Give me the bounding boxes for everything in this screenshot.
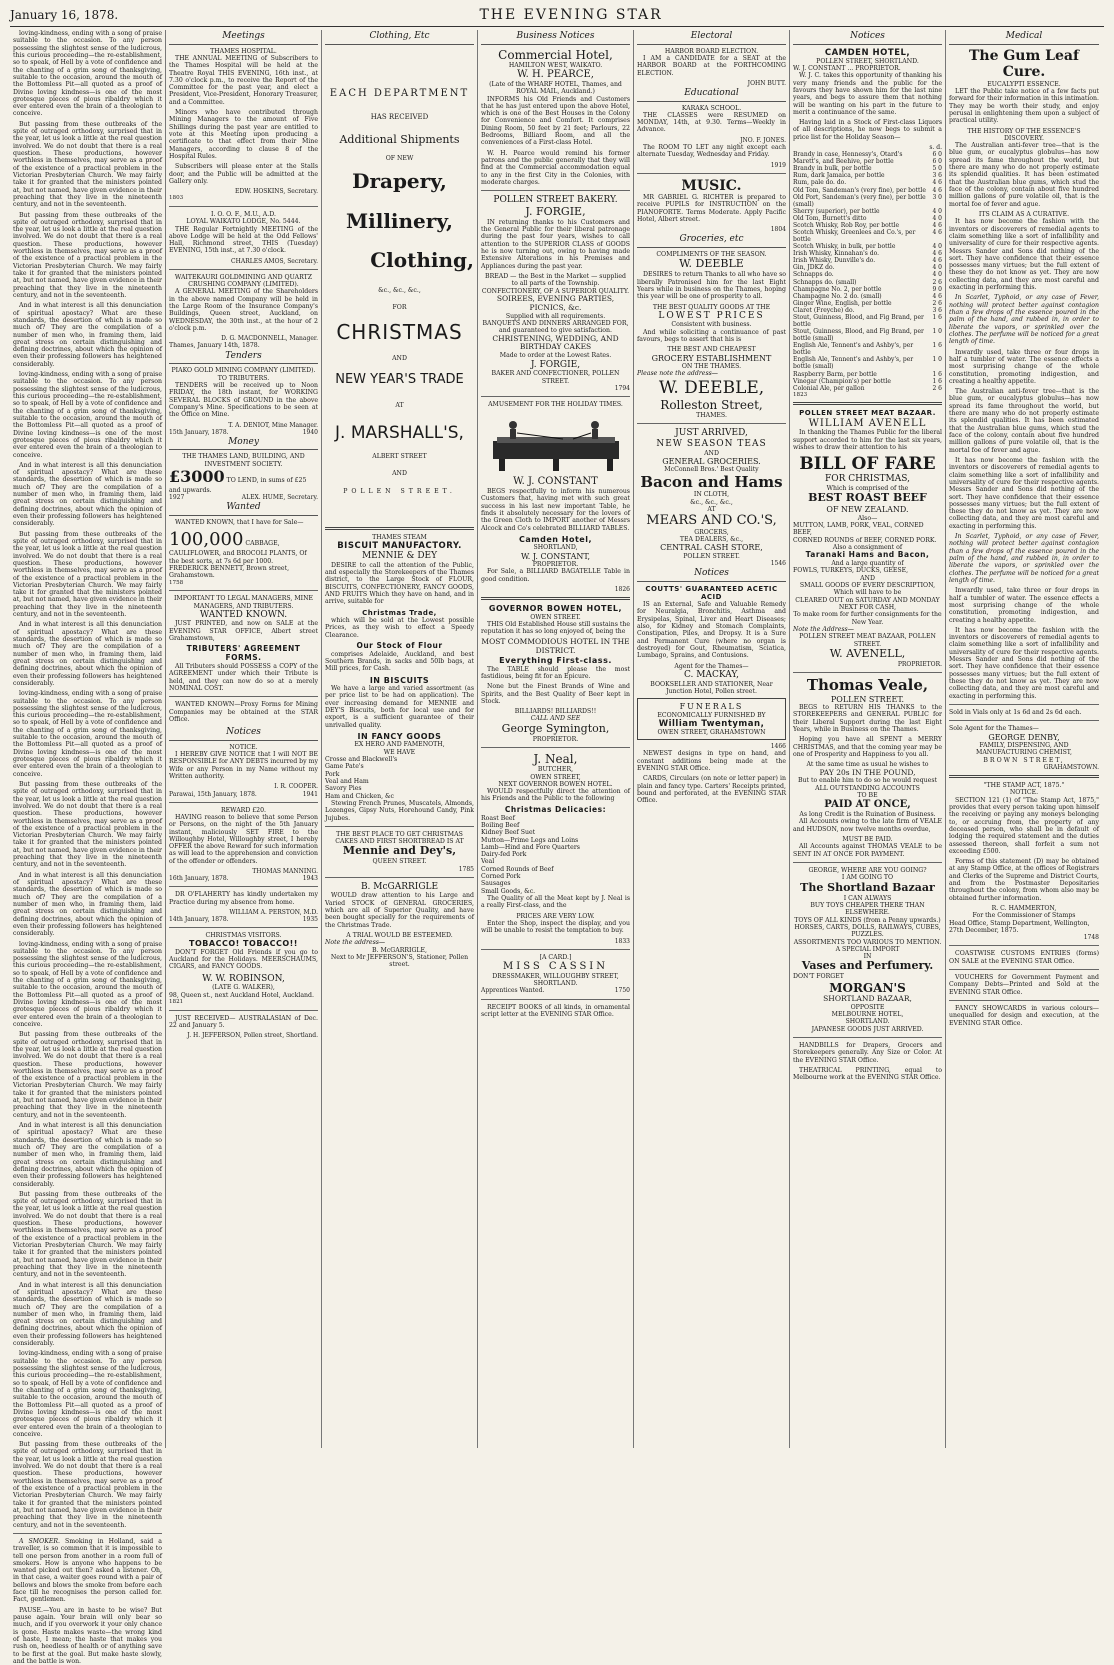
price-item: Champagne No. 2 do. (small) xyxy=(793,292,882,300)
price-item: Sherry (superior), per bottle xyxy=(793,207,880,215)
hospital-title: THAMES HOSPITAL. xyxy=(210,47,277,55)
editorial-text-2g: But passing from these outbreaks of the spite of outraged orthodoxy, surprised that in the year, let us look a little at the real question involved. We do not doubt that there is a real question. These productions, however worthless in themselves, may serve as a proof of the existence of a practical problem in the Victorian Presbyterian Church. We may fairly take it for granted that the ministers pointed at, but not named, have given evidence in their preaching that they live in the nineteenth century, and not in the seventeenth. xyxy=(13,1441,162,1529)
section-medical: Medical xyxy=(949,30,1099,45)
column-clothing: Clothing, Etc EACH DEPARTMENT HAS RECEIVED Additional Shipments OF NEW Drapery, Millinery, Clothing, &c., &c., &c., FOR CHRISTMAS AND NEW YEAR'S TRADE AT J. MARSHALL'S, ALBERT STREET AND POLLEN STREET. THAMES STEAM BISCUIT MANUFACTORY. MENNIE & DEY DESIRE to call the attention of the Public, and especially the Storekeepers of the Thames district, to the Large Stock of FLOUR, BISCUITS, CONFECTIONERY, FANCY GOODS, AND FRUITS Which they have on hand, and in arrive, suitable for Christmas Trade, which will be sold at the Lowest possible Prices, as they wish to effect a Speedy Clearance. Our Stock of Flour comprises Adelaide, Auckland, and best Southern Brands, in sacks and 50lb bags, at Mill prices, for Cash. IN BISCUITS We have a large and varied assortment (as per price list to be had on application). The ever increasing demand for MENNIE and DEY'S Biscuits, both for local use and for export, is a sufficient guarantee of their unrivalled quality. IN FANCY GOODS EX HERO AND FAMENOTH, WE HAVE Crosse and Blackwell's Game Pate's Pork Veal and Ham Savory Pies Ham and Chicken, &c Stewing French Prunes, Muscatels, Almonds, Lozenges, Gipsy Nuts, Horehound Candy, Pink Jujubes. THE BEST PLACE TO GET CHRISTMAS CAKES AND FIRST SHORTBREAD IS AT Mennie and Dey's, QUEEN STREET. 1785 B. McGARRIGLE WOULD draw attention to his Large and Varied STOCK of GENERAL GROCERIES, which are all of Superior Quality, and have been bought specially for the requirements of the Christmas Trade. A TRIAL WOULD BE ESTEEMED. Note the address— B. McGARRIGLE, Next to Mr JEFFERSON'S, Stationer, Pollen street. xyxy=(322,30,478,1448)
price-value: 4 0 xyxy=(932,243,942,251)
price-row xyxy=(793,165,942,172)
column-notices: Notices CAMDEN HOTEL, POLLEN STREET, SHORTLAND. W. J. CONSTANT ... PROPRIETOR. W. J. C. takes this opportunity of thanking his very many friends and the public for the favours they have shown him for the last nine years, and begs to assure them that nothing will be wanting on his part in the future to merit a continuance of the same. Having laid in a Stock of First-class Liquors of all descriptions, he now begs to submit a price list for the Holiday Season— s. d. Brandy in case, Hennessy's, Otard's 6 0 Marett's, and Beehive, per bottle 6 0 Brandy in bulk, per bottle 5 0 Rum, dark Jamaica, per bottle 3 6 Rum, pale do. do. 4 6 Old Tom, Sandeman's (very fine), per bottle 4 6 Old Port, Sandeman's (very fine), per bottle (small) 3 0 Sherry (superior), per bottle 4 0 Old Tom, Burnett's ditto 4 0 Scotch Whisky, Rob Roy, per bottle 4 6 Scotch Whisky, Greenlees and Co.'s, per bottle 4 6 Scotch Whisky, in bulk, per bottle 4 0 Irish Whisky, Kinnahan's do. 4 6 Irish Whisky, Dunville's do. 4 6 Gin, JDKZ do. 4 0 Schnapps do. 4 0 Schnapps do. (small) 2 6 Champagne No. 2, per bottle 9 0 Champagne No. 2 do. (small) 4 6 Ginger Wine, English, per bottle 2 6 Claret (Freyche) do. 3 6 Stout, Guinness, Blood, and Fig Brand, per bottle 1 6 Stout, Guinness, Blood, and Fig Brand, per bottle (small) 1 0 English Ale, Tennent's and Ashby's, per bottle 1 6 English Ale, Tennent's and Ashby's, per bottle (small) 1 0 Raspberry Barm, per bottle 1 6 Vinegar (Champion's) per bottle 1 6 Colonial Ale, per gallon 2 6 1823 POLLEN STREET MEAT BAZAAR. WILLIAM AVENELL In thanking the Thames Public for the liberal support accorded to him for the last six years, wishes to draw their attention to his BILL OF FARE FOR CHRISTMAS, Which is comprised of the BEST ROAST BEEF OF NEW ZEALAND. Also— MUTTON, LAMB, PORK, VEAL, CORNED BEEF, CORNED ROUNDS of BEEF, CORNED PORK. Also a consignment of Taranaki Hams and Bacon, And a large quantity of FOWLS, TURKEYS, DUCKS, GEESE, AND SMALL GOODS OF EVERY DESCRIPTION, Which will have to be CLEARED OUT on SATURDAY AND MONDAY NEXT FOR CASH, To make room for further consignments for the New Year. Note the Address— POLLEN STREET MEAT BAZAAR, POLLEN STREET. W. AVENELL, PROPRIETOR. Thomas Veale, POLLEN STREET. BEGS to RETURN HIS THANKS to the STOREKEEPERS and GENERAL PUBLIC for their Liberal Support during the last Eight Years, while in Business on the Thames. Hoping you have all SPENT a MERRY CHRISTMAS, and that the coming year may be one of Prosperity and Happiness to you all. At the same time as usual he wishes to PAY 20s IN THE POUND, But to enable him to do so he would request ALL OUTSTANDING ACCOUNTS TO BE PAID AT ONCE, As long Credit is the Ruination of Business. All Accounts owing to the late firm of VEALE and HUDSON, now twelve months overdue, MUST BE PAID. All Accounts against THOMAS VEALE to be SENT IN AT ONCE FOR PAYMENT. GEORGE, WHERE ARE YOU GOING? I AM GOING TO The Shortland Bazaar I CAN ALWAYS BUY TOYS CHEAPER THERE THAN ELSEWHERE. TOYS OF ALL KINDS (from a Penny upwards.) HORSES, CARTS, DOLLS, RAILWAYS, CUBES, PUZZLES. ASSORTMENTS TOO VARIOUS TO MENTION. A SPECIAL IMPORT IN Vases and Perfumery. DON'T FORGET MORGAN'S SHORTLAND BAZAAR, OPPOSITE MELBOURNE HOTEL, SHORTLAND. JAPANESE GOODS JUST ARRIVED. HANDBILLS for Drapers, Grocers and Storekeepers generally. Any Size or Color. At the EVENING STAR Office. THEATRICAL PRINTING, equal to Melbourne work at the EVENING STAR Office. xyxy=(790,30,946,1448)
price-row xyxy=(793,314,942,328)
price-value: 4 0 xyxy=(932,271,942,279)
price-item: Brandy in case, Hennessy's, Otard's xyxy=(793,151,903,159)
editorial-text-2c: But passing from these outbreaks of the spite of outraged orthodoxy, surprised that in the year, let us look a little at the real question involved. We do not doubt that there is a real question. These productions, however worthless in themselves, may serve as a proof of the existence of a practical problem in the Victorian Presbyterian Church. We may fairly take it for granted that the ministers pointed at, but not named, have given evidence in their preaching that they live in the nineteenth century, and not in the seventeenth. xyxy=(13,530,162,619)
price-row xyxy=(793,378,942,385)
section-notices-2: Notices xyxy=(169,726,318,741)
section-money: Money xyxy=(169,436,318,451)
price-item: English Ale, Tennent's and Ashby's, per bottle xyxy=(793,342,914,357)
price-value: 1 0 xyxy=(932,356,942,364)
editorial-text-3f: And in what interest is all this denunciation of spiritual apostacy? What are these standards, the desertion of which is made so much of? They are the compilation of a number of men who, in framing them, laid great stress on certain distinguishing and defining doctrines, about which the opinion of even their professing followers has heightened considerably. xyxy=(13,1281,162,1348)
editorial-text-1: loving-kindness, ending with a song of praise suitable to the occasion. To any person possessing the slightest sense of the ludicrous, this curious proceeding—the re-establishment, so to speak, of Hell by a vote of confidence and the chanting of a grim song of thanksgiving, suitable to the occasion, around the mouth of the Bottomless Pit—all quoted as a proof of Divine loving kindness—is one of the most grotesque pieces of pious ribaldry which it ever entered even the brain of a theologian to conceive. xyxy=(13,30,162,118)
price-item: Irish Whisky, Dunville's do. xyxy=(793,257,876,265)
editorial-text-3: And in what interest is all this denunciation of spiritual apostacy? What are these standards, the desertion of which is made so much of? They are the compilation of a number of men who, in framing them, laid great stress on certain distinguishing and defining doctrines, about which the opinion of even their professing followers has heightened considerably. xyxy=(13,302,162,368)
price-item: Brandy in bulk, per bottle xyxy=(793,165,872,173)
editorial-text-3e: And in what interest is all this denunciation of spiritual apostacy? What are these standards, the desertion of which is made so much of? They are the compilation of a number of men who, in framing them, laid great stress on certain distinguishing and defining doctrines, about which the opinion of even their professing followers has heightened considerably. xyxy=(13,1122,162,1188)
price-item: Raspberry Barm, per bottle xyxy=(793,370,877,378)
price-row xyxy=(793,208,942,215)
price-item: Stout, Guinness, Blood, and Fig Brand, per bottle xyxy=(793,313,924,329)
price-value: 4 6 xyxy=(932,186,942,194)
price-value: 6 0 xyxy=(932,151,942,159)
column-electoral: Electoral HARBOR BOARD ELECTION. I AM a CANDIDATE for a SEAT at the HARBOR BOARD at the FORTHCOMING ELECTION. JOHN BUTT. Educational KARAKA SCHOOL. THE CLASSES were RESUMED on MONDAY, 14th, at 9.30. Terms—Weekly in Advance. JNO. F. JONES. The ROOM TO LET any night except each alternate Tuesday, Wednesday and Friday. 1919 MUSIC. MR GABRIEL G. RICHTER is prepared to receive PUPILS for INSTRUCTION on the PIANOFORTE. Terms Moderate. Apply Pacific Hotel, Albert street. 1804 Groceries, etc COMPLIMENTS OF THE SEASON. W. DEEBLE DESIRES to return Thanks to all who have so liberally Patronised him for the last Eight Years while in business on the Thames, hoping this year will be one of prosperity to all. THE BEST QUALITY GOODS AT THE LOWEST PRICES Consistent with business. And while soliciting a continuance of past favours, begs to assert that his is THE BEST AND CHEAPEST GROCERY ESTABLISHMENT ON THE THAMES. Please note the address— W. DEEBLE, Rolleston Street, THAMES. JUST ARRIVED, NEW SEASON TEAS AND GENERAL GROCERIES. McConnell Bros.' Best Quality Bacon and Hams IN CLOTH, &c., &c., &c., AT MEARS AND CO.'S, GROCERS, TEA DEALERS, &c., CENTRAL CASH STORE, POLLEN STREET. 1546 Notices COUTTS' GUARANTEED ACETIC ACID IS an External, Safe and Valuable Remedy for Neuralgia, Bronchitis, Asthma and Erysipelas, Spinal, Liver and Heart Diseases; also, for Kidney and Stomach Complaints, Constipation, Piles, and Dropsy. It is a Sure and Permanent Cure (where no organ is destroyed) for Gout, Rheumatism, Sciatica, Lumbago, Sprains, and Contusions. Agent for the Thames— C. MACKAY, BOOKSELLER AND STATIONER, Near Junction Hotel, Pollen street. FUNERALS ECONOMICALLY FURNISHED BY William Twentyman, OWEN STREET, GRAHAMSTOWN 1466 NEWEST designs in type on hand, and constant additions being made at the EVENING STAR Office. CARDS, Circulars (on note or letter paper) in plain and fancy type. Carters' Receipts printed, bound and perforated, at the EVENING STAR Office. xyxy=(634,30,790,1448)
price-value: 2 6 xyxy=(932,384,942,392)
price-row xyxy=(793,356,942,370)
editorial-text-3b: And in what interest is all this denunciation of spiritual apostacy? What are these standards, the desertion of which is made so much of? They are the compilation of a number of men who, in framing them, laid great stress on certain distinguishing and defining doctrines, about which the opinion of even their professing followers has heightened considerably. xyxy=(13,461,162,528)
column-meetings: Meetings THAMES HOSPITAL. THE ANNUAL MEETING of Subscribers to the Thames Hospital will be held at the Theatre Royal THIS EVENING, 16th inst., at 7.30 o'clock p.m., to receive the Report of the Committee for the past year, and elect a President, Vice-President, Honorary Treasurer, and a Committee. Minors who have contributed through Mining Managers to the amount of Five Shillings during the past year are entitled to vote at this Meeting upon producing a certificate to that effect from their Mine Managers, according to clause 8 of the Hospital Rules. Subscribers will please enter at the Stalls door, and the Public will be admitted at the Gallery only. EDW. HOSKINS, Secretary. 1803 I. O. O. F., M.U., A.D. LOYAL WAIKATO LODGE, No. 5444. THE Regular Fortnightly MEETING of the above Lodge will be held at the Odd Fellows' Hall, Richmond street, THIS (Tuesday) EVENING, 15th inst., at 7.30 o'clock. CHARLES AMOS, Secretary. WAITEKAURI GOLDMINING AND QUARTZ CRUSHING COMPANY (LIMITED). A GENERAL MEETING of the Shareholders in the above named Company will be held in the Large Room of the Insurance Company's Buildings, Queen street, Auckland, on WEDNESDAY, the 30th inst., at the hour of 2 o'clock p.m. D. G. MACDONNELL, Manager. Thames, January 14th, 1878. Tenders PIAKO GOLD MINING COMPANY (LIMITED). TO TRIBUTERS. TENDERS will be received up to Noon FRIDAY, the 18th instant, for WORKING SEVERAL BLOCKS of GROUND in the above Company's Mine. Specifications to be seen at the Office on Mine. T. A. DENIOT, Mine Manager. 15th January, 1878. 1940 Money THE THAMES LAND, BUILDING, AND INVESTMENT SOCIETY. £3000 TO LEND, in sums of £25 and upwards. 1927 ALEX. HUME, Secretary. Wanted WANTED KNOWN, that I have for Sale— 100,000 CABBAGE, CAULIFLOWER, and BROCOLI PLANTS, Of the best sorts, at 7s 6d per 1000. FREDERICK BENNETT, Brown street, Grahamstown. 1758 IMPORTANT TO LEGAL MANAGERS, MINE MANAGERS, AND TRIBUTERS. WANTED KNOWN. JUST PRINTED, and now on SALE at the EVENING STAR OFFICE, Albert street Grahamstown, TRIBUTERS' AGREEMENT FORMS. All Tributers should POSSESS a COPY of the AGREEMENT under which their Tribute is held, and they can now do so at a merely NOMINAL COST. WANTED KNOWN—Proxy Forms for Mining Companies may be obtained at the STAR Office. Notices NOTICE. I HEREBY GIVE NOTICE that I will NOT BE RESPONSIBLE for ANY DEBTS incurred by my Wife or any Person in my Name without my Written authority. I. R. COOPER. Parawai, 15th January, 1878. 1941 REWARD £20. HAVING reason to believe that some Person or Persons, on the night of the 5th January instant, maliciously SET FIRE to the Willoughby Hotel, Willoughby street, I hereby OFFER the above Reward for such information as will lead to the apprehension and conviction of the offender or offenders. THOMAS MANNING. 16th January, 1878. 1943 DR O'FLAHERTY has kindly undertaken my Practice during my absence from home. WILLIAM A. PERSTON, M.D. 14th January, 1878. 1935 CHRISTMAS VISITORS. TOBACCO! TOBACCO!! DON'T FORGET Old Friends if you go to Auckland for the Holidays. MEERSCHAUMS, CIGARS, and FANCY GOODS. W. W. ROBINSON, (LATE G. WALKER), 98, Queen st., next Auckland Hotel, Auckland. 1821 JUST RECEIVED— AUSTRALASIAN of Dec. 22 and January 5. J. H. JEFFERSON, Pollen street, Shortland. xyxy=(166,30,322,1448)
price-row xyxy=(793,222,942,229)
editorial-text-2e: But passing from these outbreaks of the spite of outraged orthodoxy, surprised that in the year, let us look a little at the real question involved. We do not doubt that there is a real question. These productions, however worthless in themselves, may serve as a proof of the existence of a practical problem in the Victorian Presbyterian Church. We may fairly take it for granted that the ministers pointed at, but not named, have given evidence in their preaching that they live in the nineteenth century, and not in the seventeenth. xyxy=(13,1031,162,1119)
section-wanted: Wanted xyxy=(169,501,318,516)
price-item: Irish Whisky, Kinnahan's do. xyxy=(793,250,879,258)
section-notices-main: Notices xyxy=(793,30,942,45)
price-row xyxy=(793,307,942,314)
price-row xyxy=(793,328,942,342)
editorial-text-1b: loving-kindness, ending with a song of praise suitable to the occasion. To any person possessing the slightest sense of the ludicrous, this curious proceeding—the re-establishment, so to speak, of Hell by a vote of confidence and the chanting of a grim song of thanksgiving, suitable to the occasion, around the mouth of the Bottomless Pit—all quoted as a proof of Divine loving kindness—is one of the most grotesque pieces of pious ribaldry which it ever entered even the brain of a theologian to conceive. xyxy=(13,371,162,459)
price-item: Old Port, Sandeman's (very fine), per bottle (small) xyxy=(793,193,926,208)
editorial-text-1d: loving-kindness, ending with a song of praise suitable to the occasion. To any person possessing the slightest sense of the ludicrous, this curious proceeding—the re-establishment, so to speak, of Hell by a vote of confidence and the chanting of a grim song of thanksgiving, suitable to the occasion, around the mouth of the Bottomless Pit—all quoted as a proof of Divine loving kindness—is one of the most grotesque pieces of pious ribaldry which it ever entered even the brain of a theologian to conceive. xyxy=(13,940,162,1028)
price-value: 1 0 xyxy=(932,328,942,336)
liquor-price-list xyxy=(793,151,942,392)
price-row xyxy=(793,158,942,165)
price-item: Ginger Wine, English, per bottle xyxy=(793,299,892,307)
editorial-text-3d: And in what interest is all this denunciation of spiritual apostacy? What are these standards, the desertion of which is made so much of? They are the compilation of a number of men who, in framing them, laid great stress on certain distinguishing and defining doctrines, about which the opinion of even their professing followers has heightened considerably. xyxy=(13,871,162,938)
price-row xyxy=(793,286,942,293)
price-row xyxy=(793,172,942,179)
price-row xyxy=(793,342,942,356)
price-value: 3 6 xyxy=(932,306,942,314)
price-item: English Ale, Tennent's and Ashby's, per bottle (small) xyxy=(793,356,914,371)
funerals-box: FUNERALS ECONOMICALLY FURNISHED BY William Twentyman, OWEN STREET, GRAHAMSTOWN xyxy=(637,698,786,740)
editorial-text-2: But passing from these outbreaks of the spite of outraged orthodoxy, surprised that in the year, let us look a little at the real question involved. We do not doubt that there is a real question. These productions, however worthless in themselves, may serve as a proof of the existence of a practical problem in the Victorian Presbyterian Church. We may fairly take it for granted that the ministers pointed at, but not named, have given evidence in their preaching that they live in the nineteenth century, and not in the seventeenth. xyxy=(13,120,162,209)
price-value: 4 0 xyxy=(932,264,942,272)
price-item: Scotch Whisky, in bulk, per bottle xyxy=(793,243,896,251)
price-value: 2 6 xyxy=(932,278,942,286)
editorial-text-2d: But passing from these outbreaks of the spite of outraged orthodoxy, surprised that in the year, let us look a little at the real question involved. We do not doubt that there is a real question. These productions, however worthless in themselves, may serve as a proof of the existence of a practical problem in the Victorian Presbyterian Church. We may fairly take it for granted that the ministers pointed at, but not named, have given evidence in their preaching that they live in the nineteenth century, and not in the seventeenth. xyxy=(13,780,162,869)
smoker-title: A SMOKER. xyxy=(19,1537,60,1545)
price-item: Rum, pale do. do. xyxy=(793,179,847,187)
price-row xyxy=(793,293,942,300)
editorial-text-1e: loving-kindness, ending with a song of praise suitable to the occasion. To any person possessing the slightest sense of the ludicrous, this curious proceeding—the re-establishment, so to speak, of Hell by a vote of confidence and the chanting of a grim song of thanksgiving, suitable to the occasion, around the mouth of the Bottomless Pit—all quoted as a proof of Divine loving kindness—is one of the most grotesque pieces of pious ribaldry which it ever entered even the brain of a theologian to conceive. xyxy=(13,1350,162,1438)
price-item: Stout, Guinness, Blood, and Fig Brand, per bottle (small) xyxy=(793,328,924,343)
price-item: Scotch Whisky, Greenlees and Co.'s, per bottle xyxy=(793,229,916,244)
price-value: 5 0 xyxy=(932,165,942,173)
columns xyxy=(10,30,1104,1665)
price-row xyxy=(793,385,942,392)
price-item: Claret (Freyche) do. xyxy=(793,306,855,314)
column-medical: Medical The Gum Leaf Cure. EUCALYPTI ESSENCE. LET the Public take notice of a few facts put forward for their information in this intimation. They may be worth their study, and enjoy perusal in enlightening them upon a subject of practical utility. THE HISTORY OF THE ESSENCE'S DISCOVERY. The Australian anti-fever tree—that is the blue gum, or eucalyptus globulus—has now spread its fame throughout the world, but there are many who do not properly estimate its splendid qualities. It has been estimated that the Australian blue gums, which stud the face of the colony, contain about five hundred million gallons of pure volatile oil, that is the mortal foe of fever and ague. ITS CLAIM AS A CURATIVE. It has now become the fashion with the inventors or discoverers of remedial agents to claim something like a sort of infallibility and universality of cure for their respective agents. Messrs Sander and Sons did nothing of the sort. They have confidence that their essence possesses many virtues; but the full extent of these they do not know as yet. They are now collecting data, and they are most careful and exacting in performing this. In Scarlet, Typhoid, or any case of Fever, nothing will protect better against contagion than a few drops of the essence poured in the palm of the hand, and rubbed in, in order to liberate the vapors, or sprinkled over the clothes. The perfume will be noticed for a great length of time. Inwardly used, take three or four drops in half a tumbler of water. The essence effects a most surprising change of the whole constitution, promoting indigestion, and creating a healthy appetite. The Australian anti-fever tree—that is the blue gum, or eucalyptus globulus—has now spread its fame throughout the world, but there are many who do not properly estimate its splendid qualities. It has been estimated that the Australian blue gums, which stud the face of the colony, contain about five hundred million gallons of pure volatile oil, that is the mortal foe of fever and ague. It has now become the fashion with the inventors or discoverers of remedial agents to claim something like a sort of infallibility and universality of cure for their respective agents. Messrs Sander and Sons did nothing of the sort. They have confidence that their essence possesses many virtues; but the full extent of these they do not know as yet. They are now collecting data, and they are most careful and exacting in performing this. In Scarlet, Typhoid, or any case of Fever, nothing will protect better against contagion than a few drops of the essence poured in the palm of the hand, and rubbed in, in order to liberate the vapors, or sprinkled over the clothes. The perfume will be noticed for a great length of time. Inwardly used, take three or four drops in half a tumbler of water. The essence effects a most surprising change of the whole constitution, promoting indigestion, and creating a healthy appetite. It has now become the fashion with the inventors or discoverers of remedial agents to claim something like a sort of infallibility and universality of cure for their respective agents. Messrs Sander and Sons did nothing of the sort. They have confidence that their essence possesses many virtues; but the full extent of these they do not know as yet. They are now collecting data, and they are most careful and exacting in performing this. Sold in Vials only at 1s 6d and 2s 6d each. Sole Agent for the Thames— GEORGE DENBY, FAMILY, DISPENSING, AND MANUFACTURING CHEMIST, BROWN STREET, GRAHAMSTOWN. "THE STAMP ACT, 1875." NOTICE. SECTION 121 (1) of "The Stamp Act, 1875," provides that every person taking upon himself the receiving or paying any moneys belonging to, or accruing from, the property of any deceased person, who shall be in default of lodging the required statement and the duties assessed thereon, shall forfeit a sum not exceeding £500. Forms of this statement (D) may be obtained at any Stamp Office, at the offices of Registrars and Clerks of the Supreme and District Courts, and from the Postmaster Depositaries throughout the colony, from whom also may be obtained further information. R. C. HAMMERTON, For the Commissioner of Stamps Head Office, Stamp Department, Wellington, 27th December, 1875. 1748 COASTWISE CUSTOMS ENTRIES (forms) ON SALE at the EVENING STAR Office. VOUCHERS for Government Payment and Company Debts—Printed and Sold at the EVENING STAR Office. FANCY SHOWCARDS in various colours—unequalled for design and execution, at the EVENING STAR Office. xyxy=(949,31,1099,1027)
price-row xyxy=(793,371,942,378)
price-item: Scotch Whisky, Rob Roy, per bottle xyxy=(793,221,900,229)
pause-text: PAUSE.—You are in haste to be wise? But pause again. Your brain will only bear so much, and if you overwork it your only chance is gone. Haste makes waste—the wrong kind of haste, I mean; the haste that makes you rush on, heedless of health or of anything save to be first at the goal. But make haste slowly, and the battle is won. xyxy=(13,1606,162,1665)
price-value: 1 6 xyxy=(932,342,942,350)
section-business: Business Notices xyxy=(481,30,630,45)
column-editorial xyxy=(10,30,166,1665)
price-value: 4 6 xyxy=(932,179,942,187)
price-row xyxy=(793,271,942,278)
price-row xyxy=(793,300,942,307)
price-row xyxy=(793,229,942,243)
price-row xyxy=(793,151,942,158)
price-row xyxy=(793,264,942,271)
price-item: Vinegar (Champion's) per bottle xyxy=(793,377,891,385)
price-row xyxy=(793,257,942,264)
price-value: 1 6 xyxy=(932,370,942,378)
masthead xyxy=(10,4,1104,27)
billiard-table-illustration xyxy=(483,411,629,473)
section-tenders: Tenders xyxy=(169,350,318,365)
price-value: 4 0 xyxy=(932,214,942,222)
price-value: 4 6 xyxy=(932,250,942,258)
editorial-text-1c: loving-kindness, ending with a song of praise suitable to the occasion. To any person possessing the slightest sense of the ludicrous, this curious proceeding—the re-establishment, so to speak, of Hell by a vote of confidence and the chanting of a grim song of thanksgiving, suitable to the occasion, around the mouth of the Bottomless Pit—all quoted as a proof of Divine loving kindness—is one of the most grotesque pieces of pious ribaldry which it ever entered even the brain of a theologian to conceive. xyxy=(13,690,162,778)
price-row xyxy=(793,243,942,250)
price-item: Gin, JDKZ do. xyxy=(793,264,835,272)
price-item: Colonial Ale, per gallon xyxy=(793,384,865,392)
smoker-text: Smoking in Holland, said a traveller, is so common that it is impossible to tell one person from another in a room full of smokers. How is anyone who happens to be wanted picked out then? asked a listener. Oh, in that case, a waiter goes round with a pair of bellows and blows the smoke from before each face till he recognises the person called for. Fact, gentlemen. xyxy=(13,1537,162,1604)
price-item: Rum, dark Jamaica, per bottle xyxy=(793,172,885,180)
price-value: 4 6 xyxy=(932,257,942,265)
price-item: Champagne No. 2, per bottle xyxy=(793,285,882,293)
price-value: 4 0 xyxy=(932,207,942,215)
price-value: 2 6 xyxy=(932,299,942,307)
price-row xyxy=(793,187,942,194)
price-value: 9 0 xyxy=(932,285,942,293)
price-value: 1 6 xyxy=(932,377,942,385)
section-groceries: Groceries, etc xyxy=(637,233,786,248)
price-value: 3 6 xyxy=(932,172,942,180)
issue-date: January 16, 1878. xyxy=(10,8,119,22)
price-item: Old Tom, Sandeman's (very fine), per bottle xyxy=(793,186,926,194)
column-business: Business Notices Commercial Hotel, HAMILTON WEST, WAIKATO. W. H. PEARCE, (Late of the WHARF HOTEL, Thames, and ROYAL MAIL, Auckland.) INFORMS his Old Friends and Customers that he has just entered upon the above Hotel, which is one of the Best Houses in the Colony for Convenience and Comfort. It comprises Dining Room, 50 feet by 21 feet; Parlours, 22 Bedrooms, Billiard Room, and all the conveniences of a First-class Hotel. W. H. Pearce would remind his former patrons and the public generally that they will find at the Commercial accommodation equal to any in the first City in the Colonies, with moderate charges. POLLEN STREET BAKERY. J. FORGIE, IN returning thanks to his Customers and the General Public for their liberal patronage during the past four years, wishes to call attention to the SUPERIOR CLASS of GOODS he is now turning out, owing to having made Extensive Alterations in his Premises and Appliances during the past year. BREAD — the Best in the Market — supplied to all parts of the Township. CONFECTIONERY, OF A SUPERIOR QUALITY. SOIREES, EVENING PARTIES, PICNICS, &c. Supplied with all requirements. BANQUETS AND DINNERS ARRANGED FOR, and guaranteed to give satisfaction. CHRISTENING, WEDDING, AND BIRTHDAY CAKES Made to order at the Lowest Rates. J. FORGIE, BAKER AND CONFECTIONER, POLLEN STREET. 1794 AMUSEMENT FOR THE HOLIDAY TIMES. W. J. CONSTANT BEGS respectfully to inform his numerous Customers that, having met with such great success in his last new important Table, he finds it absolutely necessary for the lovers of the Green Cloth to IMPORT another of Messrs Alcock and Co's celebrated BILLIARD TABLES. Camden Hotel, SHORTLAND, W. J. CONSTANT, PROPRIETOR. For Sale, a BILLIARD BAGATELLE Table in good condition. 1826 GOVERNOR BOWEN HOTEL, OWEN STREET. THIS Old Established House still sustains the reputation it has so long enjoyed of, being the MOST COMMODIOUS HOTEL IN THE DISTRICT. Everything First-class. The TABLE should please the most fastidious, being fit for an Epicure. None but the Finest Brands of Wine and Spirits, and the Best Quality of Beer kept in Stock. BILLIARDS! BILLIARDS!! CALL AND SEE George Symington, PROPRIETOR. J. Neal, BUTCHER, OWEN STREET, NEXT GOVERNOR BOWEN HOTEL. WOULD respectfully direct the attention of his Friends and the Public to the following Christmas Delicacies: Roast Beef Boiling Beef Kidney Beef Suet Mutton—Prime Legs and Loins Lamb—Hind and Fore Quarters Dairy-fed Pork Veal Corned Rounds of Beef Corned Pork Sausages Small Goods, &c. The Quality of all the Meat kept by J. Neal is a really First-class, and the PRICES ARE VERY LOW. Enter the Shop, inspect the display, and you will be unable to resist the temptation to buy. 1833 [A CARD.] MISS CASSIN DRESSMAKER, WILLOUGHBY STREET, SHORTLAND. Apprentices Wanted. 1750 RECEIPT BOOKS of all kinds, in ornamental script letter at the EVENING STAR Office. xyxy=(478,30,634,1448)
section-notices: Notices xyxy=(637,567,786,582)
price-row xyxy=(793,250,942,257)
price-item: Marett's, and Beehive, per bottle xyxy=(793,158,894,166)
price-value: 1 6 xyxy=(932,313,942,321)
section-clothing: Clothing, Etc xyxy=(325,30,474,45)
price-item: Schnapps do. xyxy=(793,271,834,279)
editorial-text-2f: But passing from these outbreaks of the spite of outraged orthodoxy, surprised that in the year, let us look a little at the real question involved. We do not doubt that there is a real question. These productions, however worthless in themselves, may serve as a proof of the existence of a practical problem in the Victorian Presbyterian Church. We may fairly take it for granted that the ministers pointed at, but not named, have given evidence in their preaching that they live in the nineteenth century, and not in the seventeenth. xyxy=(13,1190,162,1279)
section-meetings: Meetings xyxy=(169,30,318,45)
section-electoral: Electoral xyxy=(637,30,786,45)
price-value: 3 0 xyxy=(932,193,942,201)
section-educational: Educational xyxy=(637,87,786,102)
paper-title: THE EVENING STAR xyxy=(479,7,663,23)
editorial-text-3c: And in what interest is all this denunciation of spiritual apostacy? What are these standards, the desertion of which is made so much of? They are the compilation of a number of men who, in framing them, laid great stress on certain distinguishing and defining doctrines, about which the opinion of even their professing followers has heightened considerably. xyxy=(13,621,162,687)
price-value: 6 0 xyxy=(932,158,942,166)
price-value: 4 6 xyxy=(932,221,942,229)
price-value: 4 6 xyxy=(932,229,942,236)
price-row xyxy=(793,194,942,208)
price-row xyxy=(793,179,942,186)
price-row xyxy=(793,215,942,222)
editorial-text-2b: But passing from these outbreaks of the spite of outraged orthodoxy, surprised that in the year, let us look a little at the real question involved. We do not doubt that there is a real question. These productions, however worthless in themselves, may serve as a proof of the existence of a practical problem in the Victorian Presbyterian Church. We may fairly take it for granted that the ministers pointed at, but not named, have given evidence in their preaching that they live in the nineteenth century, and not in the seventeenth. xyxy=(13,211,162,299)
price-row xyxy=(793,279,942,286)
price-value: 4 6 xyxy=(932,292,942,300)
price-item: Schnapps do. (small) xyxy=(793,278,857,286)
price-item: Old Tom, Burnett's ditto xyxy=(793,214,867,222)
